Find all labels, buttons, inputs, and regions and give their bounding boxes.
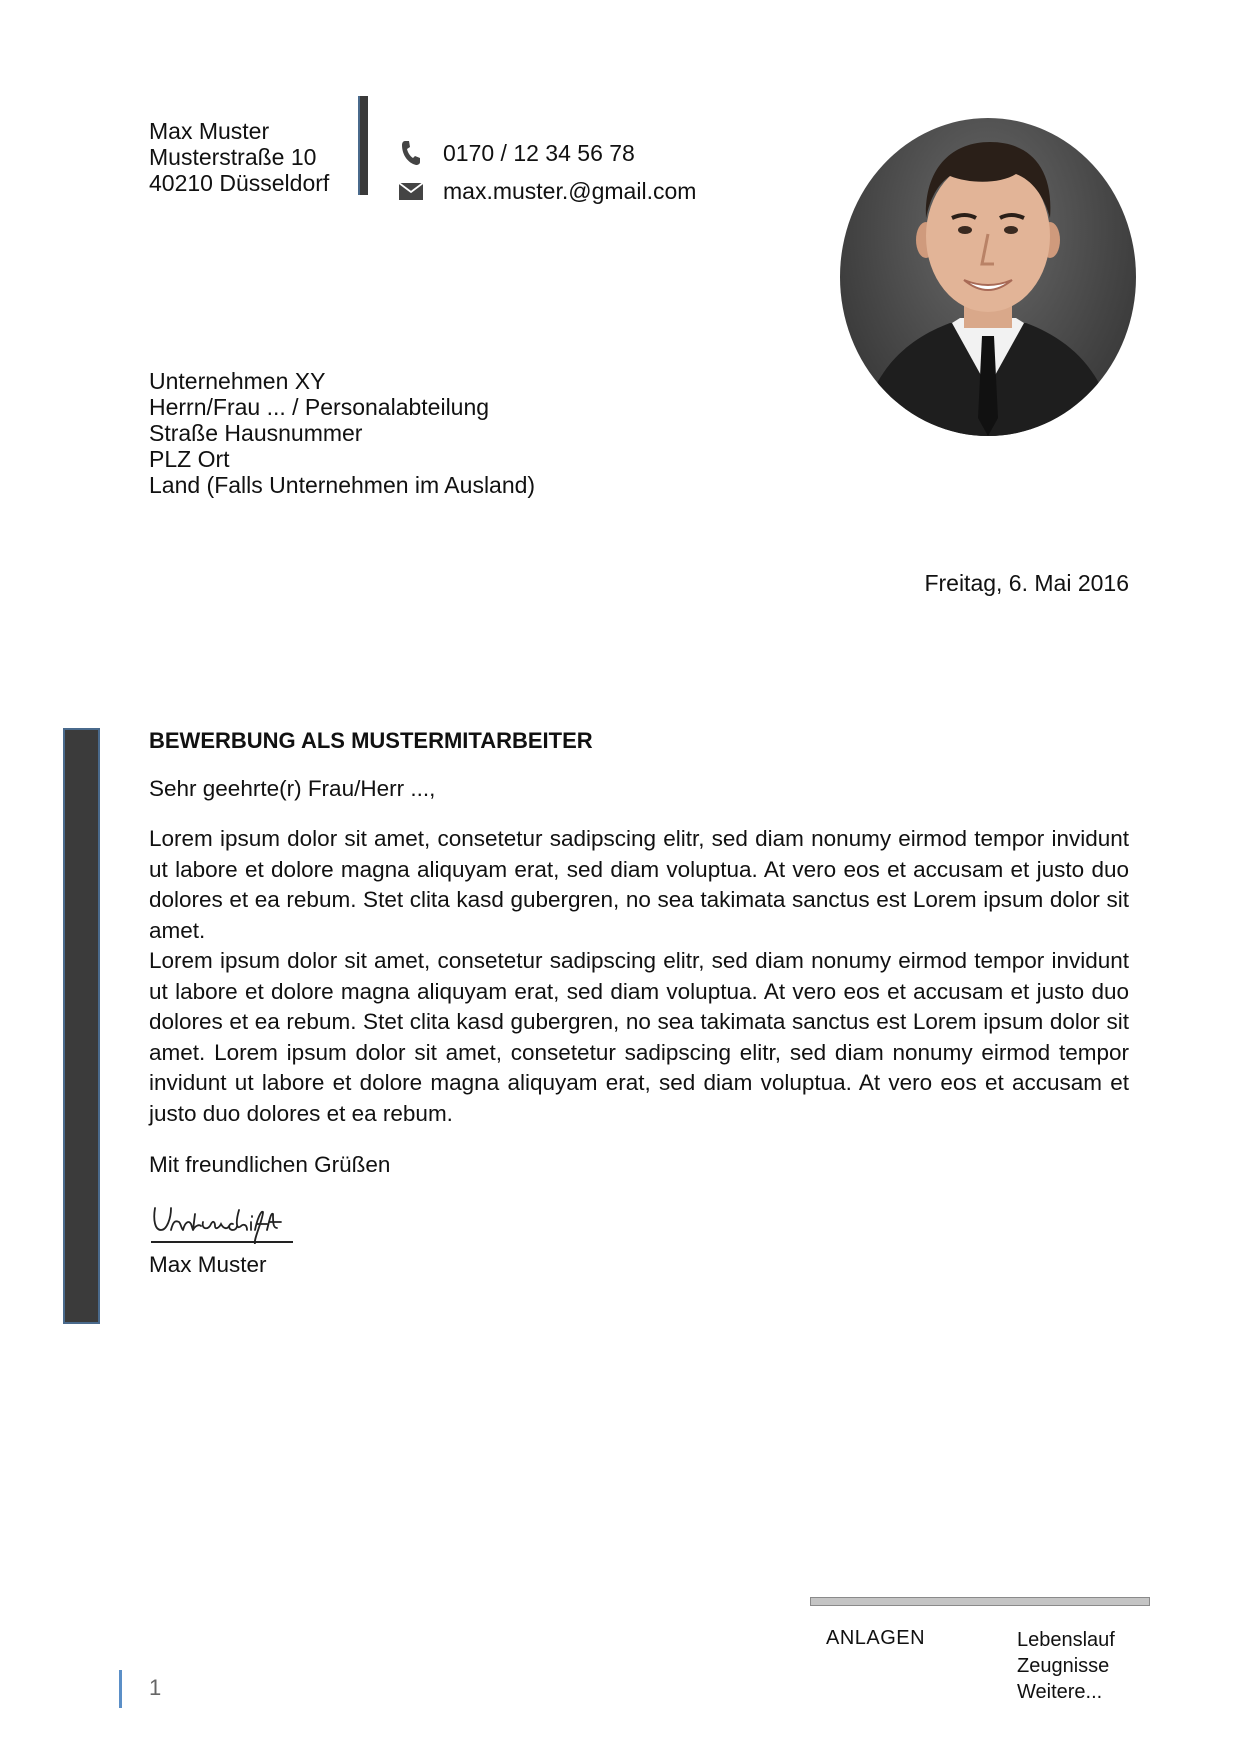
page-number-accent xyxy=(119,1670,122,1708)
email-address: max.muster.@gmail.com xyxy=(443,177,697,204)
letter-date: Freitag, 6. Mai 2016 xyxy=(924,570,1129,596)
letter-body xyxy=(149,728,1129,1278)
header-divider xyxy=(358,96,368,195)
signer-name: Max Muster xyxy=(149,1252,267,1277)
recipient-address xyxy=(149,368,535,498)
sender-street: Musterstraße 10 xyxy=(149,144,317,170)
envelope-icon xyxy=(398,178,424,204)
annex-label: ANLAGEN xyxy=(826,1627,926,1649)
annex-item: Weitere... xyxy=(1017,1681,1103,1703)
contact-block xyxy=(398,134,696,210)
phone-row xyxy=(398,134,696,172)
phone-icon xyxy=(398,140,424,166)
letter-subject: BEWERBUNG ALS MUSTERMITARBEITER xyxy=(149,728,593,753)
annex-item: Lebenslauf xyxy=(1017,1629,1115,1651)
recipient-city: PLZ Ort xyxy=(149,446,230,472)
annex-divider xyxy=(810,1597,1150,1606)
email-row xyxy=(398,172,696,210)
signature xyxy=(149,1200,295,1244)
recipient-street: Straße Hausnummer xyxy=(149,420,363,446)
letter-paragraph-2: Lorem ipsum dolor sit amet, consetetur sadipscing elitr, sed diam nonumy eirmod tempor invidunt ut labore et dolore magna aliquyam erat, sed diam voluptua. At vero eos et accusam et justo duo dolores et ea rebum. Stet clita kasd gubergren, no sea takimata sanctus est Lorem ipsum dolor sit amet. Lorem ipsum dolor sit amet, consetetur sadipscing elitr, sed diam nonumy eirmod tempor invidunt ut labore et dolore magna aliquyam erat, sed diam voluptua. At vero eos et accusam et justo duo dolores et ea rebum. xyxy=(149,948,1129,1126)
annex-list xyxy=(1017,1627,1115,1705)
letter-greeting: Sehr geehrte(r) Frau/Herr ..., xyxy=(149,776,436,801)
letter-sidebar xyxy=(63,728,100,1324)
sender-city: 40210 Düsseldorf xyxy=(149,170,330,196)
letter-paragraph-1: Lorem ipsum dolor sit amet, consetetur sadipscing elitr, sed diam nonumy eirmod tempor invidunt ut labore et dolore magna aliquyam erat, sed diam voluptua. At vero eos et accusam et justo duo dolores et ea rebum. Stet clita kasd gubergren, no sea takimata sanctus est Lorem ipsum dolor sit amet. xyxy=(149,826,1129,943)
applicant-photo xyxy=(840,118,1136,436)
annex-item: Zeugnisse xyxy=(1017,1655,1110,1677)
phone-number: 0170 / 12 34 56 78 xyxy=(443,139,635,166)
recipient-country: Land (Falls Unternehmen im Ausland) xyxy=(149,472,536,498)
page-number: 1 xyxy=(149,1675,162,1700)
recipient-contact: Herrn/Frau ... / Personalabteilung xyxy=(149,394,490,420)
letter-closing: Mit freundlichen Grüßen xyxy=(149,1152,391,1177)
recipient-company: Unternehmen XY xyxy=(149,368,326,394)
sender-address xyxy=(149,118,329,196)
sender-name: Max Muster xyxy=(149,118,270,144)
